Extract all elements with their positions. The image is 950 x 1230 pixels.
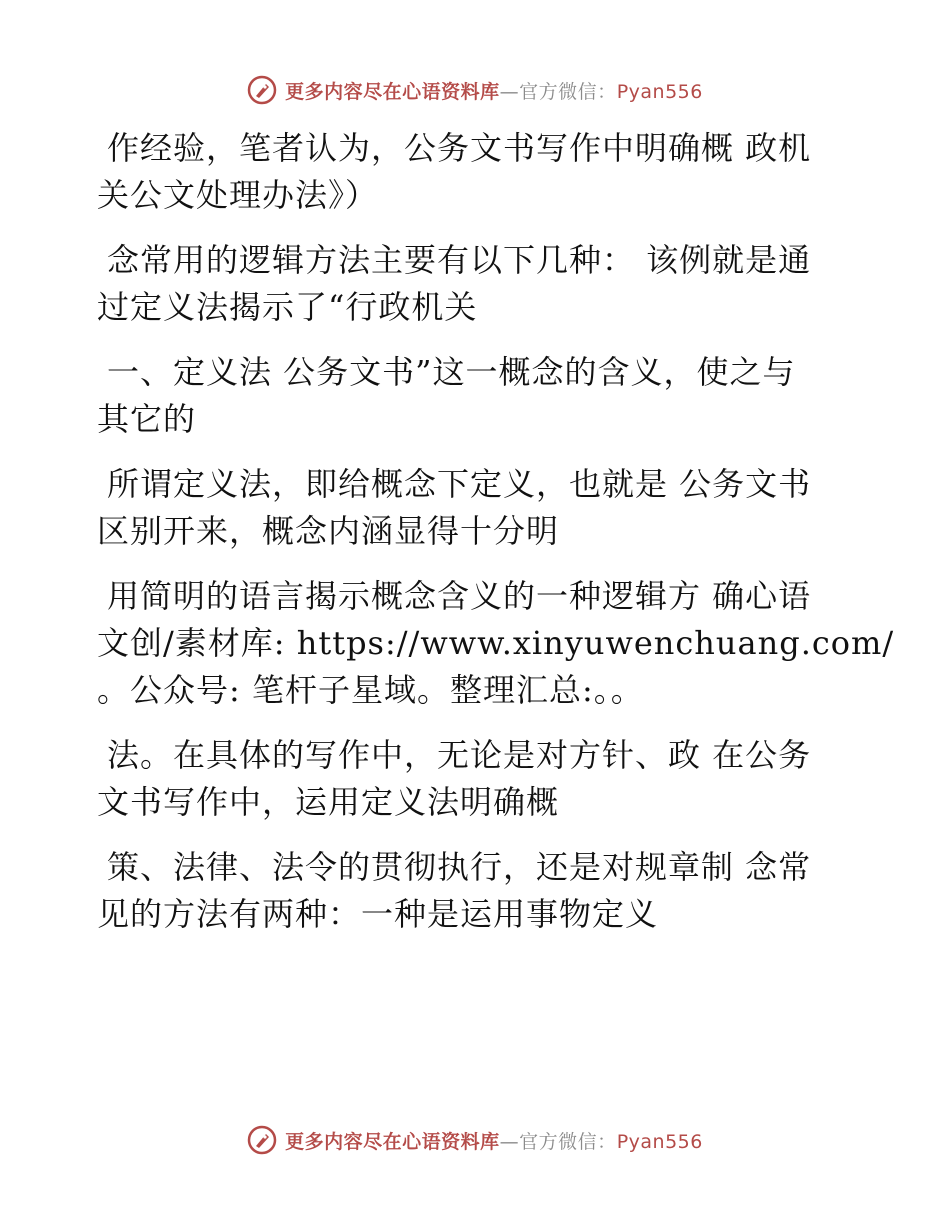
text-line: 念常用的逻辑方法主要有以下几种： 该例就是通 xyxy=(107,241,812,279)
paragraph-4 xyxy=(97,461,857,555)
text-line: 法。在具体的写作中，无论是对方针、政 在公务 xyxy=(107,736,812,774)
pen-nib-logo-icon xyxy=(247,75,277,105)
text-line: 策、法律、法令的贯彻执行，还是对规章制 念常 xyxy=(107,848,812,886)
footer-banner-account: Pyan556 xyxy=(616,1130,703,1153)
header-banner-suffix: 官方微信： xyxy=(519,80,617,103)
text-line: 文创/素材库: https://www.xinyuwenchuang.com/ xyxy=(97,624,895,662)
header-banner-title: 更多内容尽在心语资料库 xyxy=(285,80,500,103)
text-line: 关公文处理办法》） xyxy=(97,176,379,214)
paragraph-7 xyxy=(97,844,857,938)
footer-banner xyxy=(0,1120,950,1160)
document-body xyxy=(97,125,895,956)
text-line: 见的方法有两种：一种是运用事物定义 xyxy=(97,895,659,933)
header-banner-account: Pyan556 xyxy=(616,80,703,103)
footer-banner-text xyxy=(285,1127,703,1154)
paragraph-1 xyxy=(97,125,857,219)
footer-banner-suffix: 官方微信： xyxy=(519,1130,617,1153)
paragraph-5 xyxy=(97,573,895,714)
pen-nib-logo-icon xyxy=(247,1125,277,1155)
text-line: 过定义法揭示了“行政机关 xyxy=(97,288,478,326)
text-line: 文书写作中，运用定义法明确概 xyxy=(97,783,560,821)
header-banner-text xyxy=(285,77,703,104)
footer-banner-dash: — xyxy=(499,1130,520,1153)
paragraph-3 xyxy=(97,349,857,443)
header-banner xyxy=(0,70,950,110)
text-line: 。公众号: 笔杆子星域。整理汇总:。。 xyxy=(97,671,644,709)
paragraph-2 xyxy=(97,237,857,331)
paragraph-6 xyxy=(97,732,857,826)
header-banner-dash: — xyxy=(499,80,520,103)
text-line: 其它的 xyxy=(97,400,197,438)
text-line: 区别开来，概念内涵显得十分明 xyxy=(97,512,560,550)
text-line: 作经验，笔者认为，公务文书写作中明确概 政机 xyxy=(107,129,812,167)
text-line: 一、定义法 公务文书”这一概念的含义，使之与 xyxy=(107,353,796,391)
text-line: 所谓定义法，即给概念下定义，也就是 公务文书 xyxy=(107,465,812,503)
text-line: 用简明的语言揭示概念含义的一种逻辑方 确心语 xyxy=(107,577,812,615)
footer-banner-title: 更多内容尽在心语资料库 xyxy=(285,1130,500,1153)
